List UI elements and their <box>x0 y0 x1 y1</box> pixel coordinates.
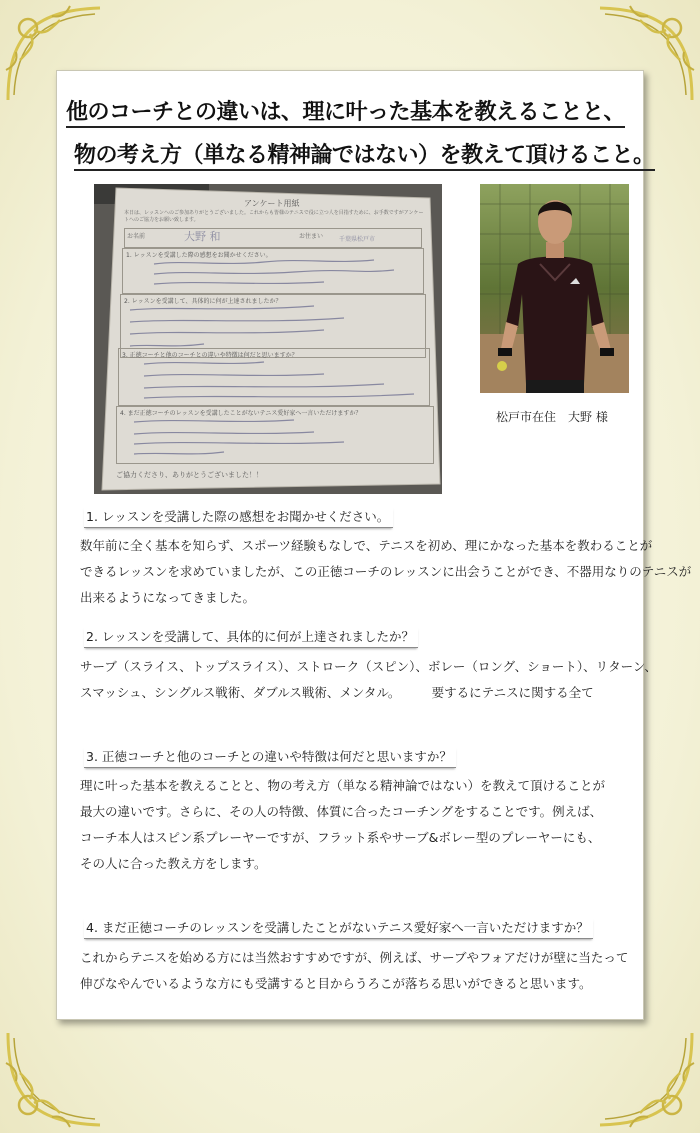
survey-form-title: アンケート用紙 <box>244 199 300 208</box>
ornament-corner-bottom-right <box>590 1023 700 1133</box>
answer-1-line: できるレッスンを求めていましたが、この正徳コーチのレッスンに出会うことができ、不器用なりのテニスが <box>80 564 692 579</box>
question-3-title: 3. 正徳コーチと他のコーチとの違いや特徴は何だと思いますか？ <box>84 747 456 768</box>
answer-2-line: サーブ（スライス、トップスライス）、ストローク（スピン）、ボレー（ロング、ショート）、リターン、 <box>80 659 657 674</box>
answer-4 <box>80 945 628 997</box>
survey-age-value: 千葉県松戸市 <box>339 236 376 243</box>
customer-caption: 松戸市在住 大野 様 <box>496 410 608 424</box>
survey-thanks: ご協力くださり、ありがとうございました！！ <box>116 471 263 479</box>
answer-3-line: その人に合った教え方をします。 <box>80 856 267 871</box>
question-2-title: 2. レッスンを受講して、具体的に何が上達されましたか？ <box>84 627 418 648</box>
ornament-corner-bottom-left <box>0 1023 110 1133</box>
customer-portrait-photo <box>480 184 629 393</box>
survey-name-value: 大野 和 <box>184 230 221 243</box>
answer-3-line: 最大の違いです。さらに、その人の特徴、体質に合ったコーチングをすることです。例えば、 <box>80 804 603 819</box>
headline-line-1: 他のコーチとの違いは、理に叶った基本を教えることと、 <box>66 95 625 126</box>
answer-2 <box>80 654 657 706</box>
answer-3-line: コーチ本人はスピン系プレーヤーですが、フラット系やサーブ&ボレー型のプレーヤーにも、 <box>80 830 601 845</box>
survey-form-intro: 本日は、レッスンへのご参加ありがとうございました。これからも皆様のテニスで役に立つ人を目指すために、お手数ですがアンケートへのご協力をお願い致します。 <box>124 210 424 223</box>
answer-4-line: 伸びなやんでいるような方にも受講すると目からうろこが落ちる思いができると思います。 <box>80 976 592 991</box>
survey-name-label: お名前 <box>127 233 146 240</box>
survey-q2: 2. レッスンを受講して、具体的に何が上達されましたか？ <box>124 298 282 305</box>
survey-age-label: お住まい <box>299 233 324 240</box>
answer-3-line: 理に叶った基本を教えることと、物の考え方（単なる精神論ではない）を教えて頂けることが <box>80 778 606 793</box>
answer-1-line: 数年前に全く基本を知らず、スポーツ経験もなしで、テニスを初め、理にかなった基本を教わることが <box>80 538 653 553</box>
survey-q3: 3. 正徳コーチと他のコーチとの違いや特徴は何だと思いますか？ <box>122 352 298 359</box>
answer-1-line: 出来るようになってきました。 <box>80 590 256 605</box>
answer-1 <box>80 533 691 611</box>
answer-3 <box>80 773 605 877</box>
answer-4-line: これからテニスを始める方には当然おすすめですが、例えば、サーブやフォアだけが壁に当たって <box>80 950 629 965</box>
question-4-title: 4. まだ正徳コーチのレッスンを受講したことがないテニス愛好家へ一言いただけますか？ <box>84 918 593 939</box>
headline-line-2: 物の考え方（単なる精神論ではない）を教えて頂けること。 <box>74 138 655 169</box>
question-1-title: 1. レッスンを受講した際の感想をお聞かせください。 <box>84 507 393 528</box>
survey-q1: 1. レッスンを受講した際の感想をお聞かせください。 <box>126 252 272 259</box>
answer-2-line: スマッシュ、シングルス戦術、ダブルス戦術、メンタル。 要するにテニスに関する全て <box>80 685 594 700</box>
survey-sheet-photo <box>94 184 442 494</box>
survey-q4: 4. まだ正徳コーチのレッスンを受講したことがないテニス愛好家へ一言いただけますか？ <box>120 410 362 417</box>
